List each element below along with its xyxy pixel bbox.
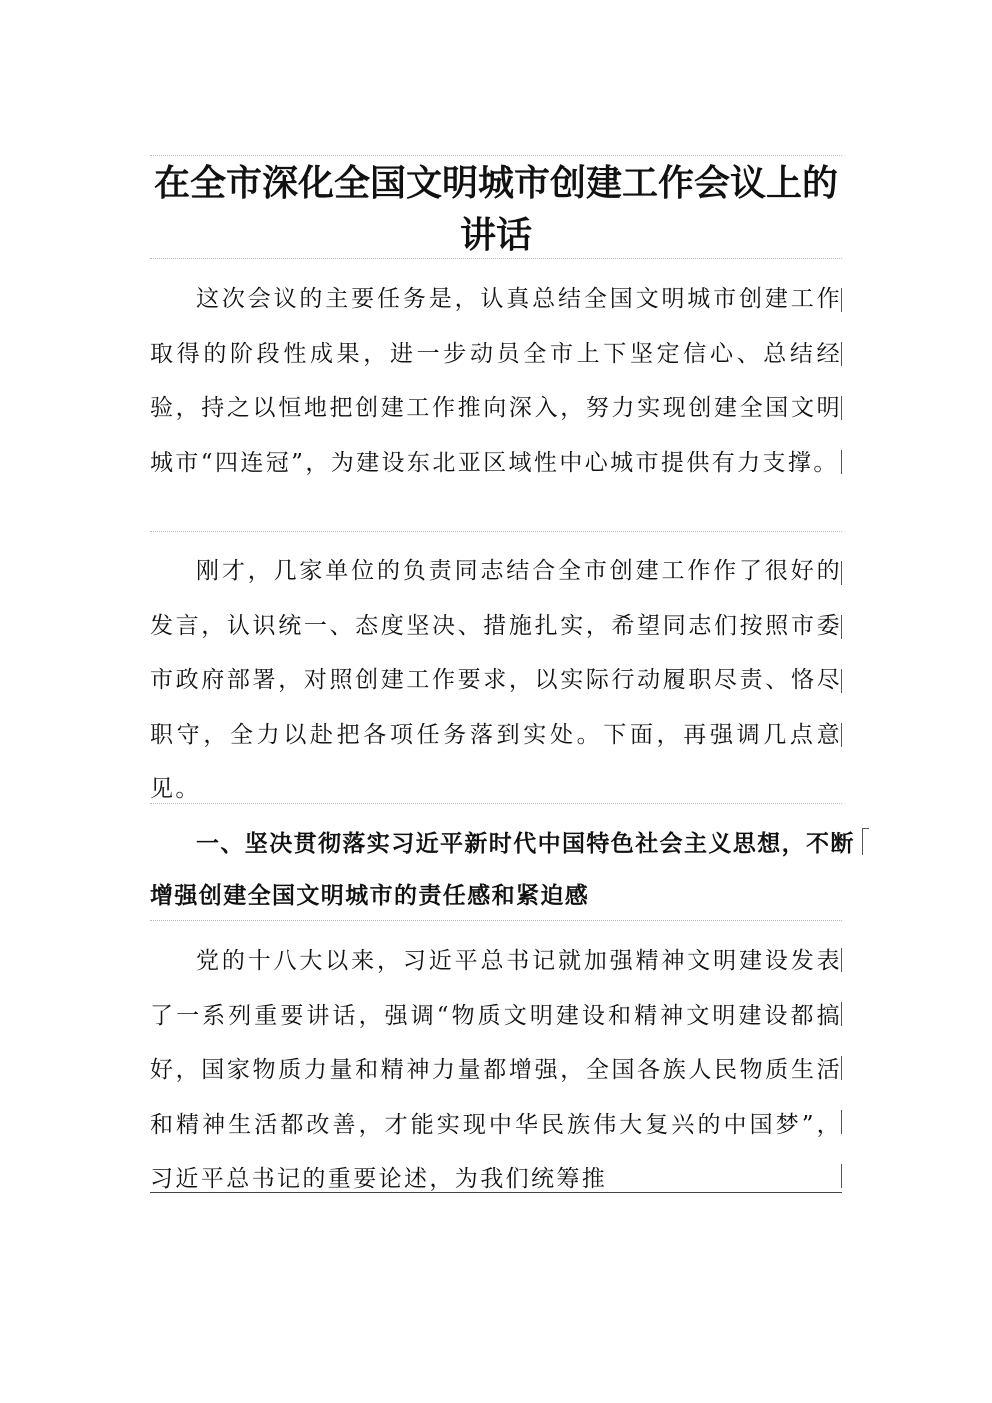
paragraph-2: 刚才，几家单位的负责同志结合全市创建工作作了很好的发言，认识统一、态度坚决、措施扎实，希望同志们按照市委市政府部署，对照创建工作要求，以实际行动履职尽责、恪尽职守，全力以赴把各项任务落到实处。下面，再强调几点意见。 bbox=[150, 558, 842, 802]
margin-mark bbox=[841, 1002, 842, 1026]
margin-mark bbox=[841, 342, 842, 366]
divider-below-title bbox=[150, 258, 842, 259]
margin-mark bbox=[841, 723, 842, 747]
margin-mark bbox=[841, 288, 842, 312]
margin-mark bbox=[841, 450, 842, 474]
paragraph-1: 这次会议的主要任务是，认真总结全国文明城市创建工作取得的阶段性成果，进一步动员全市上下坚定信心、总结经验，持之以恒地把创建工作推向深入，努力实现创建全国文明城市“四连冠”，为建设东北亚区域性中心城市提供有力支撑。 bbox=[150, 286, 842, 476]
margin-mark bbox=[841, 396, 842, 420]
margin-mark bbox=[841, 948, 842, 972]
margin-mark bbox=[841, 1056, 842, 1080]
divider-after-paragraph-2 bbox=[150, 803, 842, 804]
margin-mark bbox=[841, 1164, 842, 1188]
margin-mark bbox=[841, 669, 842, 693]
page-bottom-line bbox=[150, 1192, 842, 1193]
section-paragraph: 党的十八大以来，习近平总书记就加强精神文明建设发表了一系列重要讲话，强调“物质文明建设和精神文明建设都搞好，国家物质力量和精神力量都增强，全国各族人民物质生活和精神生活都改善，才能实现中华民族伟大复兴的中国梦”，习近平总书记的重要论述，为我们统筹推 bbox=[150, 948, 842, 1192]
divider-top bbox=[150, 155, 842, 156]
margin-mark bbox=[841, 1110, 842, 1134]
heading-edge-mark bbox=[862, 828, 869, 855]
document-title: 在全市深化全国文明城市创建工作会议上的讲话 bbox=[153, 163, 838, 256]
margin-mark bbox=[841, 561, 842, 585]
margin-mark bbox=[841, 615, 842, 639]
section-heading: 一、坚决贯彻落实习近平新时代中国特色社会主义思想，不断增强创建全国文明城市的责任感和紧迫感 bbox=[150, 831, 855, 909]
divider-after-paragraph-1 bbox=[150, 531, 842, 532]
divider-after-heading bbox=[150, 920, 842, 921]
